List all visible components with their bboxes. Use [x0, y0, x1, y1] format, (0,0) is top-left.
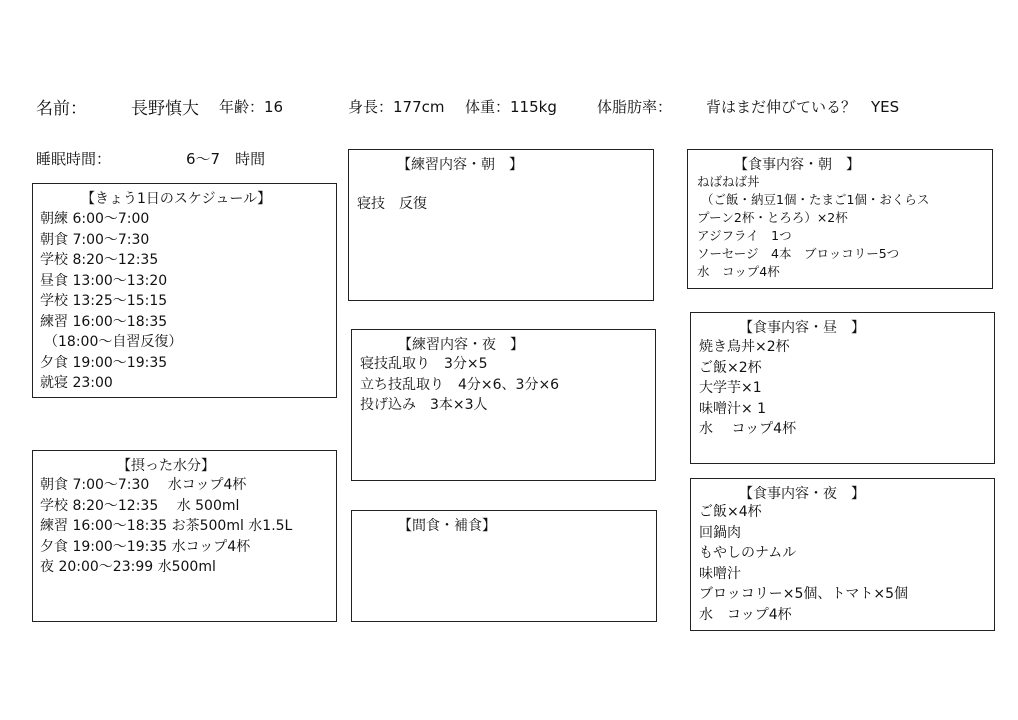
schedule-item: 朝食 7:00〜7:30	[40, 231, 150, 248]
meal-night-item: もやしのナムル	[699, 545, 797, 561]
meal-morning-item: アジフライ 1つ	[697, 228, 792, 243]
schedule-item: 学校 8:20〜12:35	[40, 252, 159, 268]
schedule-item: 学校 13:25〜15:15	[40, 293, 168, 309]
meal-lunch-item: 味噌汁× 1	[699, 400, 767, 417]
meal-morning-item: （ご飯・納豆1個・たまご1個・おくらス	[701, 192, 930, 207]
meal-lunch-box	[690, 312, 995, 464]
meal-night-item: 水 コップ4杯	[699, 606, 792, 623]
schedule-item: 昼食 13:00〜13:20	[40, 272, 168, 289]
water-item: 朝食 7:00〜7:30 水コップ4杯	[40, 477, 247, 493]
meal-morning-list	[697, 173, 929, 281]
meal-lunch-title: 【食事内容・昼 】	[739, 320, 865, 336]
meal-morning-title: 【食事内容・朝 】	[734, 157, 860, 173]
meal-lunch-list	[699, 337, 796, 440]
water-list	[40, 475, 292, 578]
meal-night-item: 味噌汁	[699, 565, 741, 582]
water-item: 学校 8:20〜12:35 水 500ml	[40, 497, 240, 514]
name-label: 名前：	[36, 99, 87, 119]
weight-text: 体重：115kg	[465, 98, 557, 116]
practice-night-title: 【練習内容・夜 】	[398, 337, 524, 353]
schedule-item: 練習 16:00〜18:35	[40, 313, 168, 330]
sleep-label: 睡眠時間：	[36, 150, 112, 168]
practice-night-box	[351, 329, 656, 481]
practice-night-item: 投げ込み 3本×3人	[360, 397, 488, 413]
snack-box	[351, 510, 657, 622]
age-text: 年齢：16	[219, 98, 284, 116]
meal-lunch-item: 水 コップ4杯	[699, 421, 797, 437]
meal-night-item: ブロッコリー×5個、トマト×5個	[699, 586, 908, 602]
meal-lunch-item: 大学芋×1	[699, 380, 762, 396]
water-title: 【摂った水分】	[117, 458, 215, 474]
bodyfat-label: 体脂肪率：	[597, 98, 673, 116]
water-box	[32, 450, 337, 622]
meal-night-title: 【食事内容・夜 】	[739, 486, 865, 502]
practice-morning-item: 寝技 反復	[357, 196, 427, 212]
height-text: 身長：177cm	[348, 98, 445, 116]
meal-night-item: 回鍋肉	[699, 524, 741, 541]
growing-text: 背はまだ伸びている？ YES	[706, 98, 900, 116]
schedule-item: 就寝 23:00	[40, 375, 113, 391]
meal-night-item: ご飯×4杯	[699, 504, 762, 520]
meal-morning-item: ソーセージ 4本 ブロッコリー5つ	[697, 246, 900, 261]
schedule-list	[40, 209, 182, 394]
meal-morning-item: 水 コップ4杯	[697, 264, 780, 279]
practice-morning-title: 【練習内容・朝 】	[397, 157, 523, 173]
snack-title: 【間食・補食】	[398, 518, 496, 534]
meal-lunch-item: 焼き鳥丼×2杯	[699, 339, 790, 355]
schedule-item: （18:00〜自習反復）	[44, 334, 183, 350]
practice-night-item: 立ち技乱取り 4分×6、3分×6	[360, 376, 560, 393]
meal-morning-item: プーン2杯・とろろ）×2杯	[697, 210, 848, 225]
meal-morning-box	[687, 149, 993, 289]
water-item: 夕食 19:00〜19:35 水コップ4杯	[40, 538, 251, 555]
practice-morning-list	[357, 194, 427, 215]
schedule-item: 朝練 6:00〜7:00	[40, 211, 150, 227]
sleep-value: 6〜7 時間	[186, 150, 266, 168]
schedule-title: 【きょう1日のスケジュール】	[81, 191, 272, 207]
practice-morning-box	[348, 149, 654, 301]
practice-night-list	[360, 354, 559, 416]
meal-night-box	[690, 478, 995, 631]
schedule-item: 夕食 19:00〜19:35	[40, 354, 168, 371]
water-item: 夜 20:00〜23:99 水500ml	[40, 559, 216, 575]
meal-morning-item: ねばねば丼	[697, 174, 760, 189]
practice-night-item: 寝技乱取り 3分×5	[360, 356, 488, 372]
meal-night-list	[699, 502, 908, 625]
schedule-box	[32, 183, 337, 398]
meal-lunch-item: ご飯×2杯	[699, 359, 762, 376]
water-item: 練習 16:00〜18:35 お茶500ml 水1.5L	[40, 518, 293, 534]
name-value: 長野慎大	[131, 99, 199, 119]
